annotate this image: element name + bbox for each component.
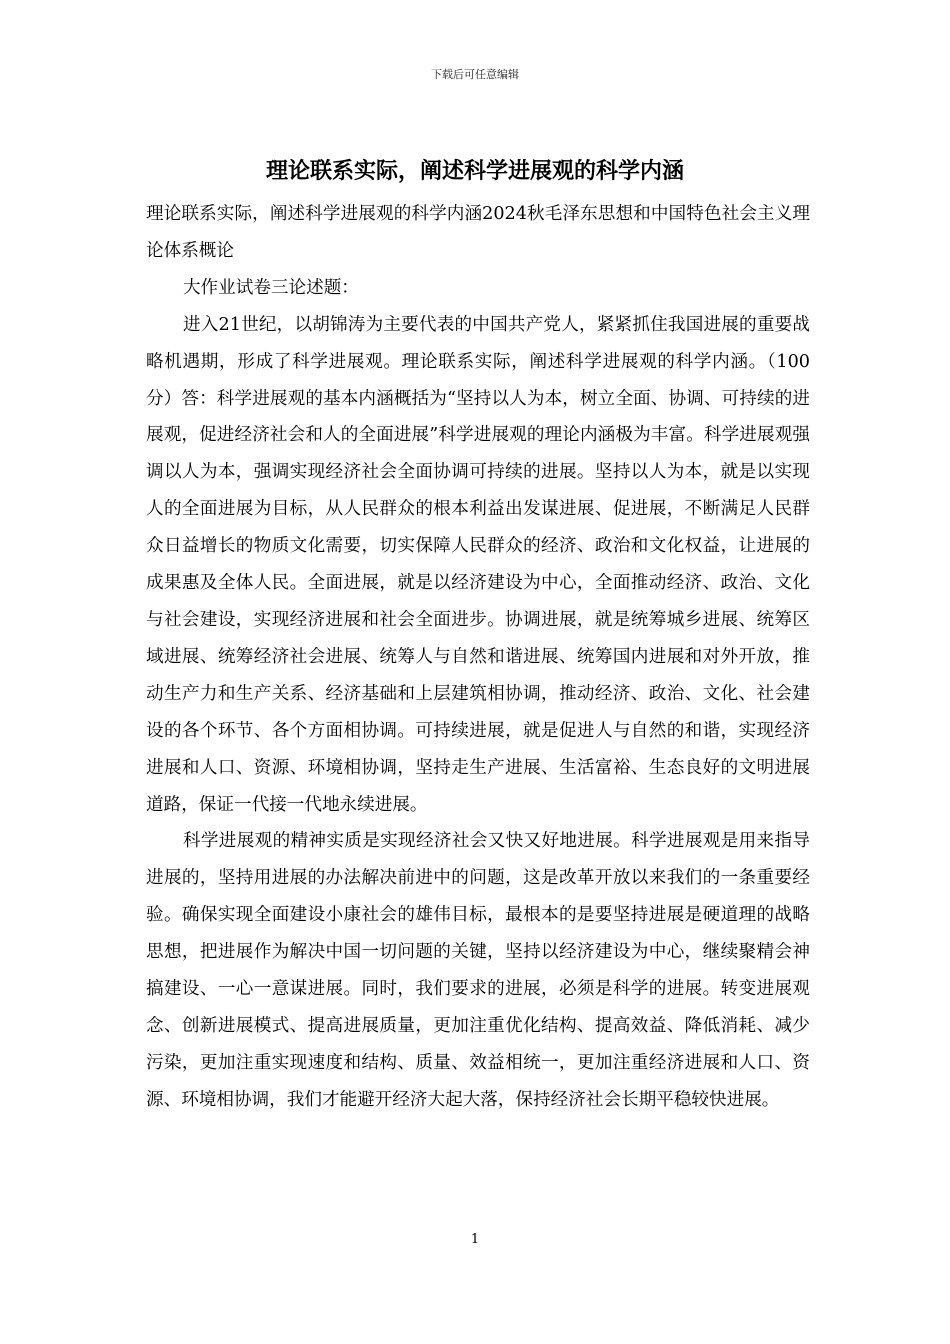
- question-heading: 大作业试卷三论述题：: [182, 277, 359, 298]
- document-title: 理论联系实际，阐述科学进展观的科学内涵: [265, 158, 684, 184]
- body-paragraph: 科学进展观的精神实质是实现经济社会又快又好地进展。科学进展观是用来指导进展的，坚持用进展的办法解决前进中的问题，这是改革开放以来我们的一条重要经验。确保实现全面建设小康社会的雄伟目标，最根本的是要坚持进展是硬道理的战略思想，把进展作为解决中国一切问题的关键，坚持以经济建设为中心，继续聚精会神搞建设、一心一意谋进展。同时，我们要求的进展，必须是科学的进展。转变进展观念、创新进展模式、提高进展质量，更加注重优化结构、提高效益、降低消耗、减少污染，更加注重实现速度和结构、质量、效益相统一，更加注重经济进展和人口、资源、环境相协调，我们才能避开经济大起大落，保持经济社会长期平稳较快进展。: [146, 831, 810, 1110]
- page-header-note: 下载后可任意编辑: [431, 68, 519, 81]
- subtitle-paragraph: 理论联系实际，阐述科学进展观的科学内涵2024秋毛泽东思想和中国特色社会主义理论体系概论: [146, 204, 810, 261]
- document-body: [146, 196, 810, 1119]
- page-number: 1: [470, 1232, 480, 1247]
- body-paragraph: 进入21世纪，以胡锦涛为主要代表的中国共产党人，紧紧抓住我国进展的重要战略机遇期，形成了科学进展观。理论联系实际，阐述科学进展观的科学内涵。（100分）答：科学进展观的基本内涵概括为“坚持以人为本，树立全面、协调、可持续的进展观，促进经济社会和人的全面进展”科学进展观的理论内涵极为丰富。科学进展观强调以人为本，强调实现经济社会全面协调可持续的进展。坚持以人为本，就是以实现人的全面进展为目标，从人民群众的根本利益出发谋进展、促进展，不断满足人民群众日益增长的物质文化需要，切实保障人民群众的经济、政治和文化权益，让进展的成果惠及全体人民。全面进展，就是以经济建设为中心，全面推动经济、政治、文化与社会建设，实现经济进展和社会全面进步。协调进展，就是统筹城乡进展、统筹区域进展、统筹经济社会进展、统筹人与自然和谐进展、统筹国内进展和对外开放，推动生产力和生产关系、经济基础和上层建筑相协调，推动经济、政治、文化、社会建设的各个环节、各个方面相协调。可持续进展，就是促进人与自然的和谐，实现经济进展和人口、资源、环境相协调，坚持走生产进展、生活富裕、生态良好的文明进展道路，保证一代接一代地永续进展。: [146, 314, 810, 815]
